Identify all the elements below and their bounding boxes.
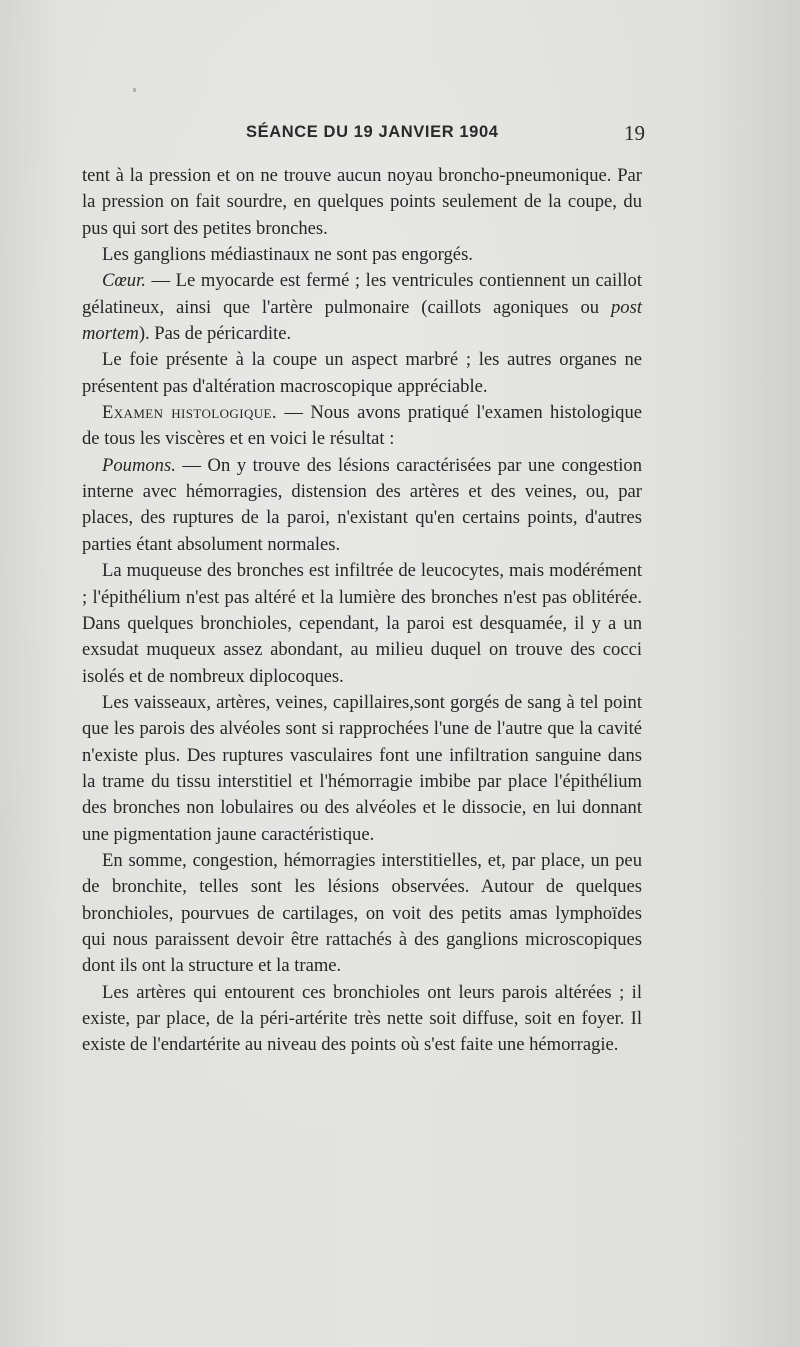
section-lead-poumons: Poumons. xyxy=(102,454,176,476)
paragraph-en-somme: En somme, congestion, hémorragies interstitielles, et, par place, un peu de bronchite, telles sont les lésions observées. Autour de quelques bronchioles, pourvues de cartilages, on voit des petits amas lymphoïdes qui nous paraissent devoir être rattachés à des ganglions microscopiques dont ils ont la structure et la trame. xyxy=(82,849,642,977)
running-header xyxy=(0,121,800,151)
paragraph-ganglions: Les ganglions médiastinaux ne sont pas engorgés. xyxy=(102,244,473,266)
italic-post-mortem: post mortem xyxy=(82,296,642,345)
paragraph-foie: Le foie présente à la coupe un aspect marbré ; les autres organes ne présentent pas d'altération macroscopique appréciable. xyxy=(82,349,642,397)
page-number: 19 xyxy=(624,121,645,145)
paragraph-coeur: Cœur. — Le myocarde est fermé ; les ventricules contiennent un caillot gélatineux, ainsi que l'artère pulmonaire (caillots agoniques ou post mortem). Pas de péricardite. xyxy=(82,270,642,345)
running-title: SÉANCE DU 19 JANVIER 1904 xyxy=(246,123,499,141)
paragraph-vaisseaux: Les vaisseaux, artères, veines, capillaires,sont gorgés de sang à tel point que les parois des alvéoles sont si rapprochées l'une de l'autre que la cavité n'existe plus. Des ruptures vasculaires font une infiltration sanguine dans la trame du tissu interstitiel et l'hémorragie imbibe par place l'épithélium des bronches non lobulaires ou des alvéoles et le dissocie, en lui donnant une pigmentation jaune caractéristique. xyxy=(82,691,642,845)
section-lead-coeur: Cœur. xyxy=(102,270,146,292)
paragraph-examen: Examen histologique. — Nous avons pratiqué l'examen histologique de tous les viscères et en voici le résultat : xyxy=(82,402,642,450)
ink-speck xyxy=(133,88,136,92)
paragraph-arteres: Les artères qui entourent ces bronchioles ont leurs parois altérées ; il existe, par place, de la péri-artérite très nette soit diffuse, soit en foyer. Il existe de l'endartérite au niveau des points où s'est faite une hémorragie. xyxy=(82,981,642,1056)
paragraph-lung-continuation: tent à la pression et on ne trouve aucun noyau broncho-pneumonique. Par la pression on fait sourdre, en quelques points seulement de la coupe, du pus qui sort des petites bronches. xyxy=(82,165,642,239)
section-lead-examen: Examen histologique. xyxy=(102,402,277,424)
paragraph-muqueuse: La muqueuse des bronches est infiltrée de leucocytes, mais modérément ; l'épithélium n'est pas altéré et la lumière des bronches n'est pas oblitérée. Dans quelques bronchioles, cependant, la paroi est desquamée, il y a un exsudat muqueux assez abondant, au milieu duquel on trouve des cocci isolés et de nombreux diplocoques. xyxy=(82,560,642,687)
body-text xyxy=(82,163,642,1059)
paragraph-poumons: Poumons. — On y trouve des lésions caractérisées par une congestion interne avec hémorragies, distension des artères et des veines, ou, par places, des ruptures de la paroi, n'existant qu'en certains points, d'autres parties étant absolument normales. xyxy=(82,454,642,555)
